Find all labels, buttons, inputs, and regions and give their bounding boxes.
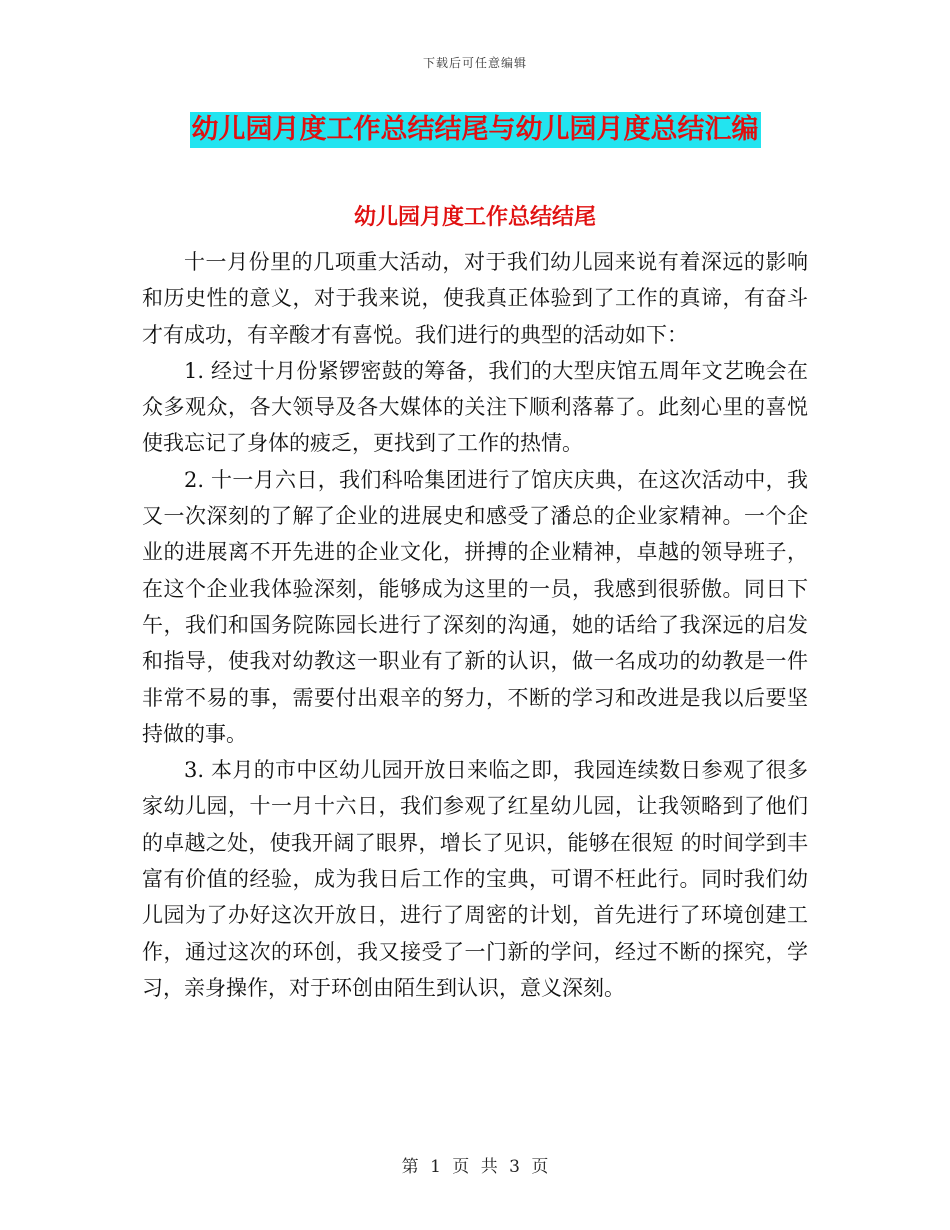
body-paragraph-intro: 十一月份里的几项重大活动，对于我们幼儿园来说有着深远的影响和历史性的意义，对于我来说，使我真正体验到了工作的真谛，有奋斗才有成功，有辛酸才有喜悦。我们进行的典型的活动如下： <box>142 250 808 347</box>
section-title: 幼儿园月度工作总结结尾 <box>353 205 596 230</box>
page-header-note: 下载后可任意编辑 <box>422 56 527 70</box>
page-number-footer: 第 1 页 共 3 页 <box>401 1157 549 1177</box>
document-body <box>142 244 808 1006</box>
body-paragraph-item-2: 2. 十一月六日，我们科哈集团进行了馆庆庆典，在这次活动中，我又一次深刻的了解了企业的进展史和感受了潘总的企业家精神。一个企业的进展离不开先进的企业文化，拼搏的企业精神，卓越的领导班子，在这个企业我体验深刻，能够成为这里的一员，我感到很骄傲。同日下午，我们和国务院陈园长进行了深刻的沟通，她的话给了我深远的启发和指导，使我对幼教这一职业有了新的认识，做一名成功的幼教是一件非常不易的事，需要付出艰辛的努力，不断的学习和改进是我以后要坚持做的事。 <box>142 467 808 746</box>
body-paragraph-item-1: 1. 经过十月份紧锣密鼓的筹备，我们的大型庆馆五周年文艺晚会在众多观众，各大领导及各大媒体的关注下顺利落幕了。此刻心里的喜悦使我忘记了身体的疲乏，更找到了工作的热情。 <box>142 358 808 456</box>
body-paragraph-item-3: 3. 本月的市中区幼儿园开放日来临之即，我园连续数日参观了很多家幼儿园，十一月十六日，我们参观了红星幼儿园，让我领略到了他们的卓越之处，使我开阔了眼界，增长了见识，能够在很短 的时间学到丰富有价值的经验，成为我日后工作的宝典，可谓不枉此行。同时我们幼儿园为了办好这次开放日，进行了周密的计划，首先进行了环境创建工作，通过这次的环创，我又接受了一门新的学问，经过不断的探究，学习，亲身操作，对于环创由陌生到认识，意义深刻。 <box>142 758 808 1000</box>
document-main-title: 幼儿园月度工作总结结尾与幼儿园月度总结汇编 <box>190 112 761 148</box>
main-title-container <box>0 112 950 148</box>
